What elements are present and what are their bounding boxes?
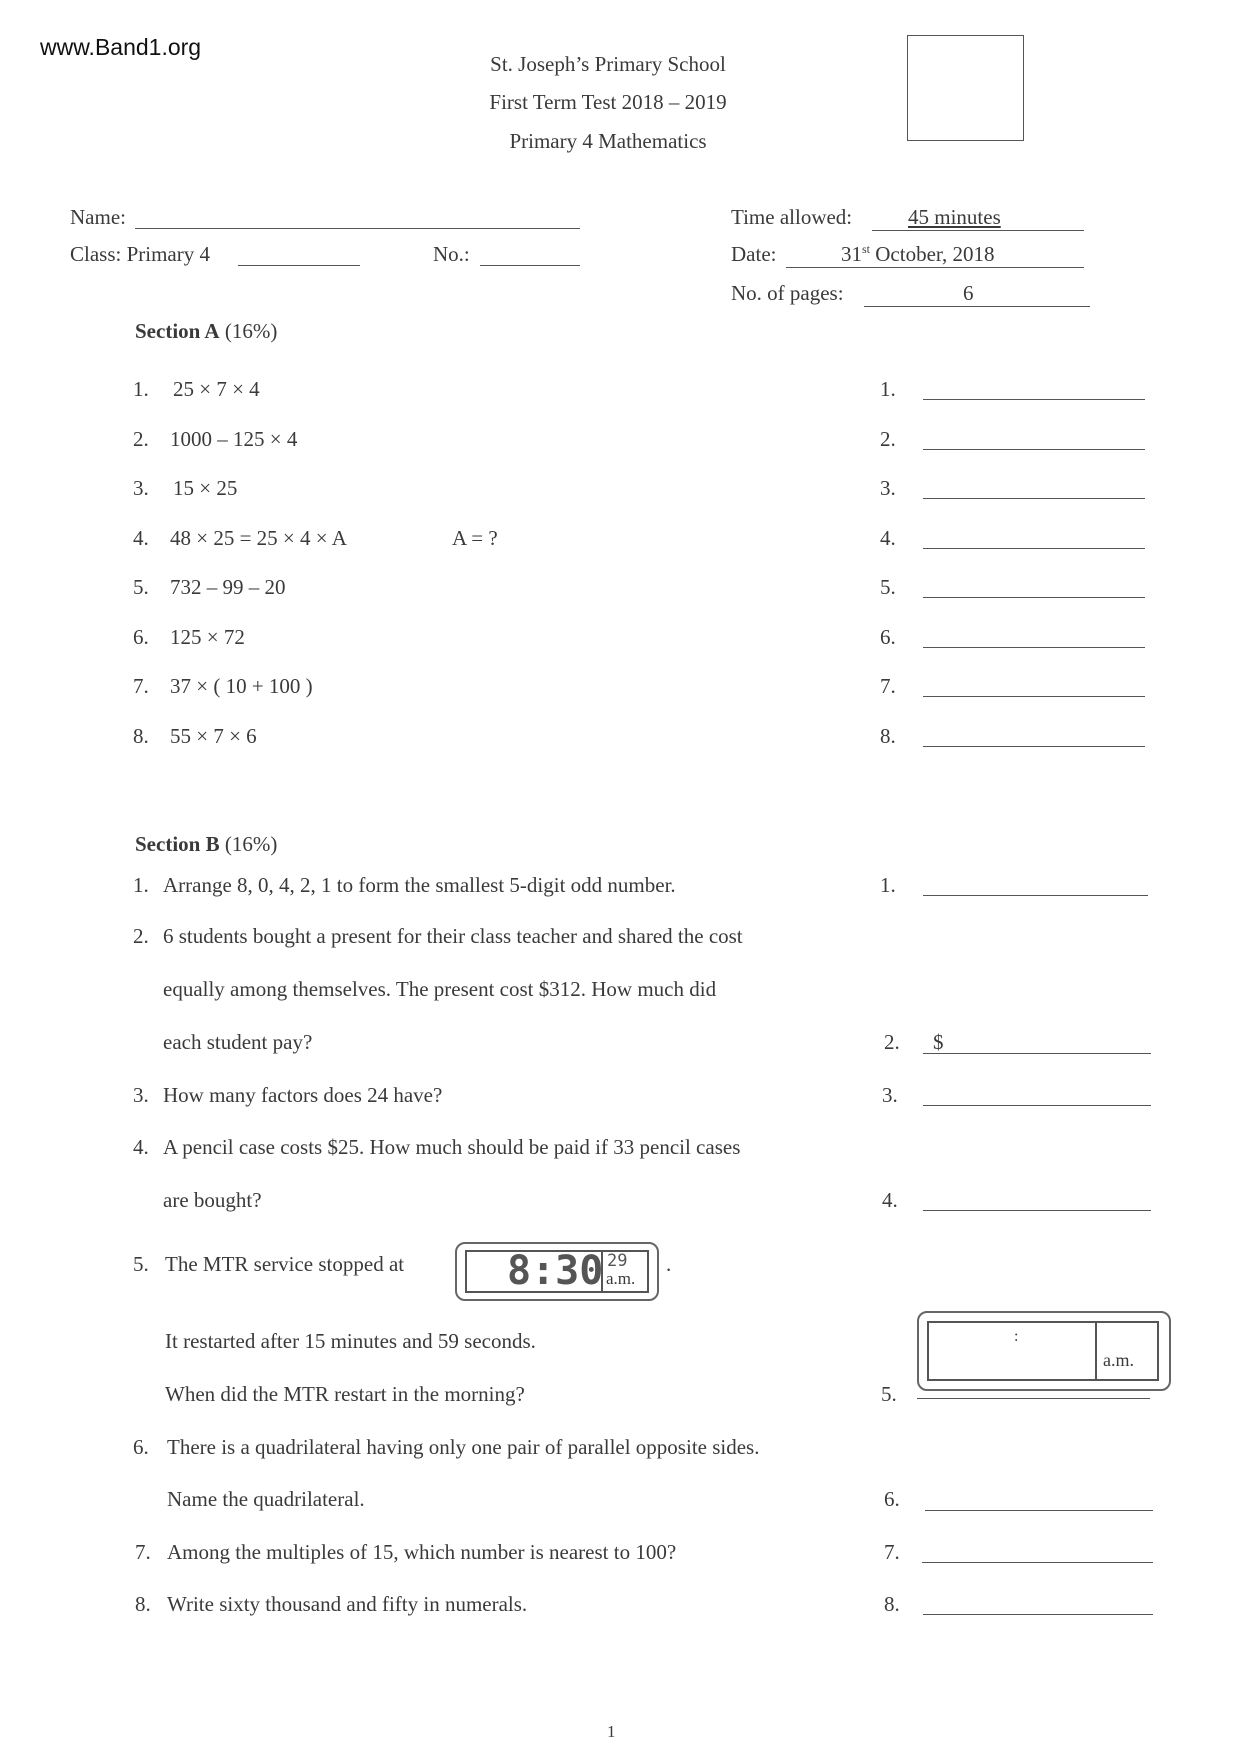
b4-number: 4. — [133, 1135, 149, 1159]
name-field[interactable] — [135, 228, 580, 229]
a4-question: 48 × 25 = 25 × 4 × A — [170, 525, 347, 550]
a6-number: 6. — [133, 624, 149, 649]
a4-answer-number: 4. — [880, 525, 896, 550]
b3-answer-number: 3. — [882, 1083, 898, 1107]
a5-number: 5. — [133, 575, 149, 599]
b5-line3: When did the MTR restart in the morning? — [165, 1382, 525, 1406]
watermark: www.Band1.org — [40, 34, 202, 60]
b2-line2: equally among themselves. The present cost $312. How much did — [163, 977, 717, 1001]
b2-line1: 6 students bought a present for their class teacher and shared the cost — [163, 924, 743, 948]
class-field[interactable] — [238, 265, 360, 266]
time-field — [872, 205, 1084, 231]
stopped-clock — [455, 1242, 659, 1301]
b7-number: 7. — [135, 1540, 151, 1564]
b8-number: 8. — [135, 1592, 151, 1616]
a8-answer-line[interactable] — [923, 746, 1145, 747]
b6-number: 6. — [133, 1435, 149, 1459]
a7-answer-number: 7. — [880, 674, 896, 698]
a1-answer-number: 1. — [880, 377, 896, 401]
clock-time: 8:30 — [507, 1248, 604, 1294]
time-label: Time allowed: — [731, 205, 853, 229]
a7-number: 7. — [133, 674, 149, 698]
b7-question: Among the multiples of 15, which number is nearest to 100? — [167, 1540, 677, 1564]
b2-line3: each student pay? — [163, 1030, 313, 1054]
b3-number: 3. — [133, 1083, 149, 1107]
a1-question: 25 × 7 × 4 — [173, 377, 260, 401]
b8-answer-number: 8. — [884, 1592, 900, 1616]
a4-answer-line[interactable] — [923, 548, 1145, 549]
answer-clock[interactable] — [917, 1311, 1171, 1391]
section-b-heading: Section B (16%) — [135, 832, 278, 856]
b1-number: 1. — [133, 873, 149, 897]
b2-number: 2. — [133, 924, 149, 948]
date-field — [786, 242, 1084, 268]
a3-answer-number: 3. — [880, 476, 896, 500]
page-number: 1 — [607, 1722, 616, 1741]
date-sup: st — [862, 242, 871, 256]
a1-answer-line[interactable] — [923, 399, 1145, 400]
clock-ampm: a.m. — [606, 1269, 636, 1288]
section-a-heading: Section A (16%) — [135, 319, 278, 343]
a6-answer-number: 6. — [880, 624, 896, 649]
a2-number: 2. — [133, 426, 149, 451]
a7-question: 37 × ( 10 + 100 ) — [170, 674, 313, 698]
b4-line2: are bought? — [163, 1188, 262, 1212]
clock-seconds: 29 — [607, 1251, 628, 1271]
a6-answer-line[interactable] — [923, 647, 1145, 648]
b4-answer-line[interactable] — [923, 1210, 1151, 1211]
a5-answer-line[interactable] — [923, 597, 1145, 598]
b3-answer-line[interactable] — [923, 1105, 1151, 1106]
photo-box — [907, 35, 1024, 141]
b5-number: 5. — [133, 1252, 149, 1276]
a3-answer-line[interactable] — [923, 498, 1145, 499]
a3-question: 15 × 25 — [173, 476, 238, 500]
a5-answer-number: 5. — [880, 575, 896, 599]
b1-answer-line[interactable] — [923, 895, 1148, 896]
b5-line2: It restarted after 15 minutes and 59 seconds. — [165, 1329, 536, 1353]
b1-question: Arrange 8, 0, 4, 2, 1 to form the smallest 5-digit odd number. — [163, 873, 676, 897]
no-field[interactable] — [480, 265, 580, 266]
a2-question: 1000 – 125 × 4 — [170, 426, 298, 451]
date-label: Date: — [731, 242, 777, 266]
b5-answer-number: 5. — [881, 1382, 897, 1406]
subject-title: Primary 4 Mathematics — [509, 129, 707, 153]
answer-colon: : — [1014, 1328, 1019, 1345]
b3-question: How many factors does 24 have? — [163, 1083, 443, 1107]
pages-value: 6 — [963, 281, 974, 305]
b8-question: Write sixty thousand and fifty in numerals. — [167, 1592, 528, 1616]
a8-question: 55 × 7 × 6 — [170, 723, 257, 748]
b6-line2: Name the quadrilateral. — [167, 1487, 365, 1511]
b5-answer-line[interactable] — [917, 1398, 1150, 1399]
a4-number: 4. — [133, 525, 149, 550]
b5-period: . — [666, 1252, 672, 1276]
a6-question: 125 × 72 — [170, 624, 245, 649]
a5-question: 732 – 99 – 20 — [170, 575, 286, 599]
date-rest: October, 2018 — [870, 242, 995, 266]
b7-answer-line[interactable] — [922, 1562, 1153, 1563]
a2-answer-number: 2. — [880, 426, 896, 451]
b2-answer-number: 2. — [884, 1030, 900, 1054]
pages-label: No. of pages: — [731, 281, 844, 305]
b4-line1: A pencil case costs $25. How much should be paid if 33 pencil cases — [163, 1135, 741, 1159]
b5-line1: The MTR service stopped at — [165, 1252, 405, 1276]
a1-number: 1. — [133, 377, 149, 401]
name-label: Name: — [70, 205, 126, 229]
no-label: No.: — [433, 242, 470, 266]
test-title: First Term Test 2018 – 2019 — [489, 90, 727, 114]
time-value: 45 minutes — [908, 205, 1001, 229]
b8-answer-line[interactable] — [923, 1614, 1153, 1615]
a2-answer-line[interactable] — [923, 449, 1145, 450]
b6-line1: There is a quadrilateral having only one pair of parallel opposite sides. — [167, 1435, 760, 1459]
b7-answer-number: 7. — [884, 1540, 900, 1564]
date-day: 31 — [841, 242, 862, 266]
a8-answer-number: 8. — [880, 723, 896, 748]
b2-dollar: $ — [933, 1030, 944, 1054]
a4-extra: A = ? — [452, 525, 498, 550]
a3-number: 3. — [133, 476, 149, 500]
a8-number: 8. — [133, 723, 149, 748]
answer-ampm: a.m. — [1103, 1350, 1134, 1370]
b2-answer-line[interactable] — [923, 1053, 1151, 1054]
b6-answer-number: 6. — [884, 1487, 900, 1511]
pages-field — [864, 281, 1090, 307]
a7-answer-line[interactable] — [923, 696, 1145, 697]
b4-answer-number: 4. — [882, 1188, 898, 1212]
b6-answer-line[interactable] — [925, 1510, 1153, 1511]
school-name: St. Joseph’s Primary School — [490, 52, 726, 76]
b1-answer-number: 1. — [880, 873, 896, 897]
class-label: Class: Primary 4 — [70, 242, 210, 266]
